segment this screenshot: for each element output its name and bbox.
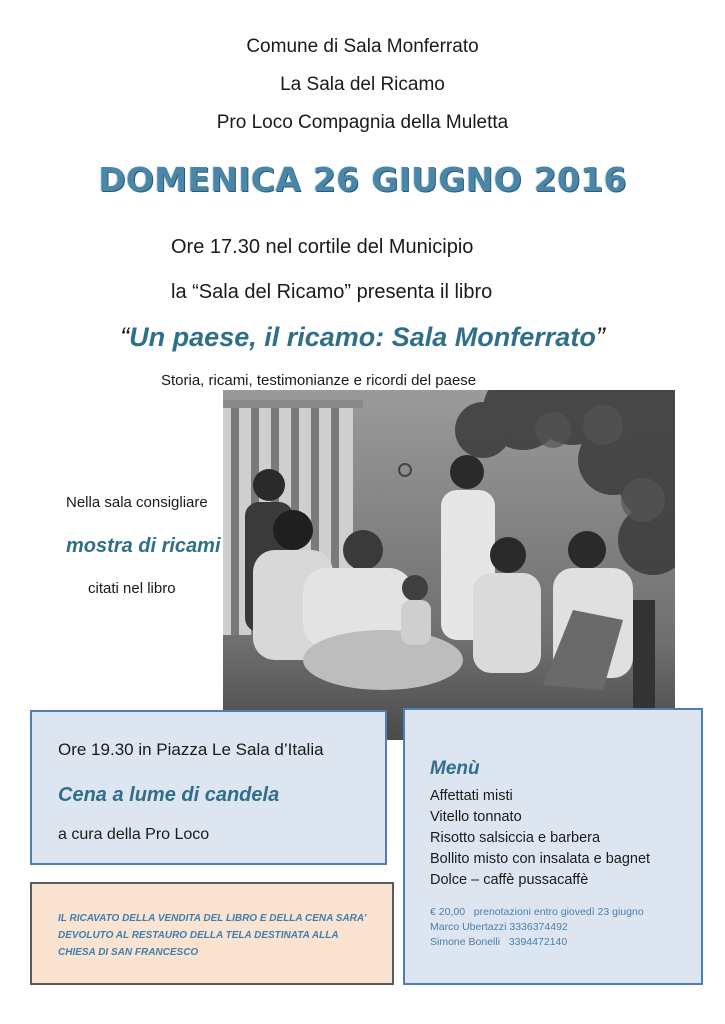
- historical-photo: [223, 390, 675, 740]
- book-title-text: Un paese, il ricamo: Sala Monferrato: [129, 322, 596, 352]
- photo-illustration: [223, 390, 675, 740]
- event-date-heading: DOMENICA 26 GIUGNO 2016: [98, 160, 627, 199]
- dinner-box: [30, 710, 387, 865]
- organizer-pro-loco: Pro Loco Compagnia della Muletta: [216, 112, 509, 133]
- menu-contact-1: Marco Ubertazzi 3336374492: [430, 921, 568, 933]
- dinner-organizer: a cura della Pro Loco: [58, 826, 210, 843]
- book-subtitle: Storia, ricami, testimonianze e ricordi del paese: [161, 372, 477, 389]
- menu-item: Bollito misto con insalata e bagnet: [430, 851, 651, 867]
- open-quote: “: [120, 322, 130, 352]
- book-title: [0, 322, 725, 353]
- menu-item: Affettati misti: [430, 788, 513, 804]
- menu-box: [403, 708, 703, 985]
- donation-note-text: IL RICAVATO DELLA VENDITA DEL LIBRO E DELLA CENA SARA’ DEVOLUTO AL RESTAURO DELLA TELA DESTINATA ALLA CHIESA DI SAN FRANCESCO: [58, 913, 366, 958]
- menu-list: [430, 786, 650, 891]
- organizer-sala-ricamo: La Sala del Ricamo: [280, 74, 445, 95]
- exhibition-note: citati nel libro: [88, 580, 176, 597]
- exhibition-location: Nella sala consigliare: [66, 494, 208, 511]
- menu-item: Vitello tonnato: [430, 809, 522, 825]
- menu-item: Risotto salsiccia e barbera: [430, 830, 601, 846]
- menu-booking-info: [430, 905, 644, 950]
- dinner-time: Ore 19.30 in Piazza Le Sala d’Italia: [58, 740, 324, 759]
- menu-item: Dolce – caffè pussacaffè: [430, 872, 589, 888]
- exhibition-title: mostra di ricami: [66, 535, 221, 557]
- menu-contact-2: Simone Bonelli 3394472140: [430, 936, 568, 948]
- presentation-text: la “Sala del Ricamo” presenta il libro: [171, 281, 493, 303]
- menu-title: Menù: [430, 758, 480, 779]
- organizer-comune: Comune di Sala Monferrato: [246, 36, 479, 57]
- donation-note-box: [30, 882, 394, 985]
- menu-price-line: € 20,00 prenotazioni entro giovedì 23 giugno: [430, 906, 644, 918]
- dinner-title: Cena a lume di candela: [58, 784, 280, 806]
- presentation-time: Ore 17.30 nel cortile del Municipio: [171, 236, 474, 258]
- close-quote: ”: [595, 322, 605, 352]
